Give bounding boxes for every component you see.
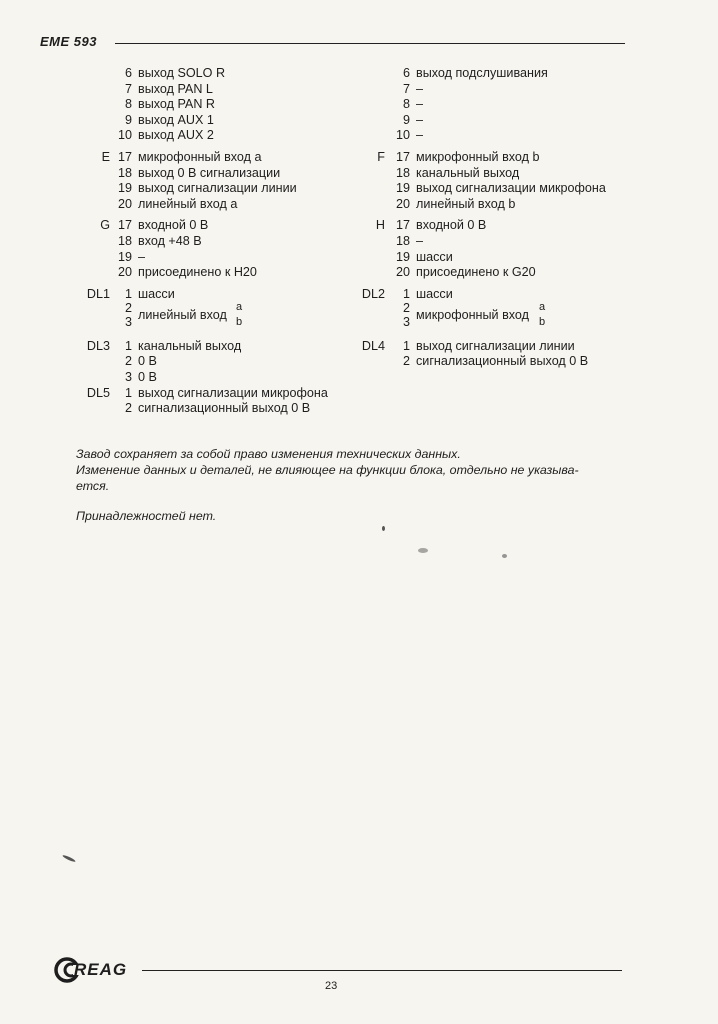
- pin-number: 19: [395, 181, 410, 196]
- pin-number: 10: [117, 128, 132, 143]
- pin-description: микрофонный вход b: [416, 149, 540, 164]
- pin-number: 19: [117, 181, 132, 196]
- pin-row: [355, 354, 655, 370]
- pin-row: [70, 354, 370, 370]
- pin-group-label: DL3: [86, 338, 110, 353]
- pin-number: 7: [402, 81, 410, 96]
- pin-row: [70, 66, 370, 82]
- pin-row: [70, 97, 370, 113]
- pin-group-label: DL5: [86, 385, 110, 400]
- note-rights: Завод сохраняет за собой право изменения технических данных.: [76, 447, 461, 461]
- dl1-sup-a: a: [236, 300, 243, 313]
- pin-description: выход 0 В сигнализации: [138, 165, 281, 180]
- pin-description: входной 0 В: [416, 218, 487, 233]
- notes-block: [76, 446, 636, 524]
- pin-number: 18: [395, 165, 410, 180]
- pin-row: [355, 265, 655, 281]
- pin-description: выход SOLO R: [138, 66, 226, 80]
- pin-row: [355, 97, 655, 113]
- pin-description: выход сигнализации линии: [416, 338, 575, 353]
- pin-number: 17: [395, 218, 410, 233]
- pin-row: [70, 197, 370, 213]
- pin-description: –: [416, 81, 424, 96]
- pin-group-label: E: [101, 149, 110, 164]
- dl1-pin-3: 3: [124, 314, 132, 329]
- pin-description: присоединено к H20: [138, 265, 257, 280]
- pin-row: [70, 181, 370, 197]
- footer-rule: [142, 970, 622, 971]
- document-header-title: EME 593: [40, 34, 97, 49]
- pin-description: –: [416, 233, 424, 248]
- pin-row: [355, 66, 655, 82]
- pin-row: [355, 218, 655, 234]
- logo-text: REAG: [74, 960, 128, 979]
- pin-row: [70, 370, 370, 386]
- note-changes: Изменение данных и деталей, не влияющее на функции блока, отдельно не указыва-: [76, 463, 579, 477]
- pin-description: входной 0 В: [138, 218, 209, 233]
- group-1-left: [70, 66, 370, 144]
- pin-number: 19: [395, 249, 410, 264]
- group-1-right: [355, 66, 655, 144]
- scan-speck: [62, 854, 76, 863]
- scan-speck: [418, 548, 428, 553]
- pin-description: канальный выход: [416, 165, 520, 180]
- pin-description: сигнализационный выход 0 В: [138, 401, 311, 416]
- left-pin-column: [70, 66, 370, 417]
- dl2-pin-3: 3: [402, 314, 410, 329]
- pin-row: [70, 250, 370, 266]
- pin-number: 17: [117, 149, 132, 164]
- scan-speck: [382, 526, 385, 531]
- dl1-pin-2: 2: [124, 300, 132, 315]
- pin-number: 20: [117, 265, 132, 280]
- pin-row: [355, 128, 655, 144]
- dl2-pin-2-3-text: микрофонный вход: [416, 307, 529, 322]
- connector-dl1: [70, 287, 370, 333]
- pin-number: 8: [124, 97, 132, 112]
- pin-description: выход AUX 1: [138, 112, 214, 127]
- group-dl4: [355, 339, 655, 370]
- group-dl3-dl5: [70, 339, 370, 417]
- pin-description: –: [138, 249, 146, 264]
- pin-description: выход сигнализации микрофона: [138, 385, 328, 400]
- page-number: 23: [325, 980, 338, 992]
- dl1-sub-b: b: [236, 315, 243, 328]
- pin-row: [70, 218, 370, 234]
- pin-description: 0 В: [138, 369, 157, 384]
- pin-number: 20: [395, 265, 410, 280]
- pin-number: 6: [402, 66, 410, 80]
- dl2-pin-1: 1: [402, 286, 410, 301]
- pin-description: выход сигнализации микрофона: [416, 181, 606, 196]
- pin-group-label: H: [375, 218, 385, 233]
- pin-row: [70, 265, 370, 281]
- pin-number: 9: [124, 112, 132, 127]
- pin-number: 8: [402, 97, 410, 112]
- pin-row: [70, 113, 370, 129]
- pin-row: [355, 197, 655, 213]
- pin-row: [70, 339, 370, 355]
- pin-row: [355, 250, 655, 266]
- group-e: [70, 150, 370, 212]
- pin-number: 18: [395, 233, 410, 248]
- group-g: [70, 218, 370, 280]
- note-accessories: Принадлежностей нет.: [76, 509, 217, 523]
- pin-description: –: [416, 97, 424, 112]
- pin-description: линейный вход b: [416, 196, 516, 211]
- pin-description: –: [416, 128, 424, 143]
- pin-group-label: F: [377, 149, 385, 164]
- pin-description: выход PAN L: [138, 81, 213, 96]
- pin-number: 2: [124, 401, 132, 416]
- pin-row: [355, 234, 655, 250]
- pin-row: [70, 82, 370, 98]
- pin-number: 18: [117, 165, 132, 180]
- dl2-pin-1-text: шасси: [416, 286, 453, 301]
- pin-number: 2: [402, 354, 410, 369]
- dl2-sup-a: a: [539, 300, 546, 313]
- pin-row: [355, 113, 655, 129]
- pin-row: [70, 386, 370, 402]
- pin-number: 3: [124, 369, 132, 384]
- right-pin-column: [355, 66, 655, 370]
- pin-row: [70, 234, 370, 250]
- pin-number: 6: [124, 66, 132, 80]
- pin-number: 1: [402, 338, 410, 353]
- pin-description: присоединено к G20: [416, 265, 536, 280]
- group-f: [355, 150, 655, 212]
- pin-number: 2: [124, 354, 132, 369]
- pin-description: –: [416, 112, 424, 127]
- note-changes-end: ется.: [76, 479, 110, 493]
- pin-group-label: DL4: [361, 338, 385, 353]
- group-h: [355, 218, 655, 280]
- pin-number: 19: [117, 249, 132, 264]
- dl2-sub-b: b: [539, 315, 546, 328]
- pin-number: 9: [402, 112, 410, 127]
- dl1-label: DL1: [86, 286, 110, 301]
- header-rule: [115, 43, 625, 44]
- pin-number: 7: [124, 81, 132, 96]
- dl1-pin-2-3-text: линейный вход: [138, 307, 227, 322]
- pin-number: 17: [117, 218, 132, 233]
- pin-description: микрофонный вход a: [138, 149, 262, 164]
- pin-row: [355, 82, 655, 98]
- pin-number: 17: [395, 149, 410, 164]
- pin-number: 1: [124, 338, 132, 353]
- pin-row: [70, 166, 370, 182]
- pin-description: 0 В: [138, 354, 157, 369]
- pin-row: [70, 150, 370, 166]
- pin-row: [355, 339, 655, 355]
- dl1-pin-1-text: шасси: [138, 286, 175, 301]
- scan-speck: [502, 554, 507, 558]
- pin-number: 20: [117, 196, 132, 211]
- pin-number: 1: [124, 385, 132, 400]
- connector-dl2: [355, 287, 655, 333]
- pin-description: шасси: [416, 249, 453, 264]
- pin-description: сигнализационный выход 0 В: [416, 354, 589, 369]
- pin-row: [355, 166, 655, 182]
- pin-description: вход +48 В: [138, 233, 202, 248]
- pin-number: 10: [395, 128, 410, 143]
- dl2-label: DL2: [361, 286, 385, 301]
- dl2-pin-2: 2: [402, 300, 410, 315]
- pin-number: 20: [395, 196, 410, 211]
- pin-description: выход сигнализации линии: [138, 181, 297, 196]
- pin-row: [355, 150, 655, 166]
- pin-description: выход AUX 2: [138, 128, 214, 143]
- pin-description: выход PAN R: [138, 97, 216, 112]
- pin-description: линейный вход a: [138, 196, 238, 211]
- pin-row: [355, 181, 655, 197]
- pin-number: 18: [117, 233, 132, 248]
- dl1-pin-1: 1: [124, 286, 132, 301]
- pin-description: выход подслушивания: [416, 66, 548, 80]
- pin-row: [70, 128, 370, 144]
- pin-row: [70, 401, 370, 417]
- pin-description: канальный выход: [138, 338, 242, 353]
- pin-group-label: G: [100, 218, 110, 233]
